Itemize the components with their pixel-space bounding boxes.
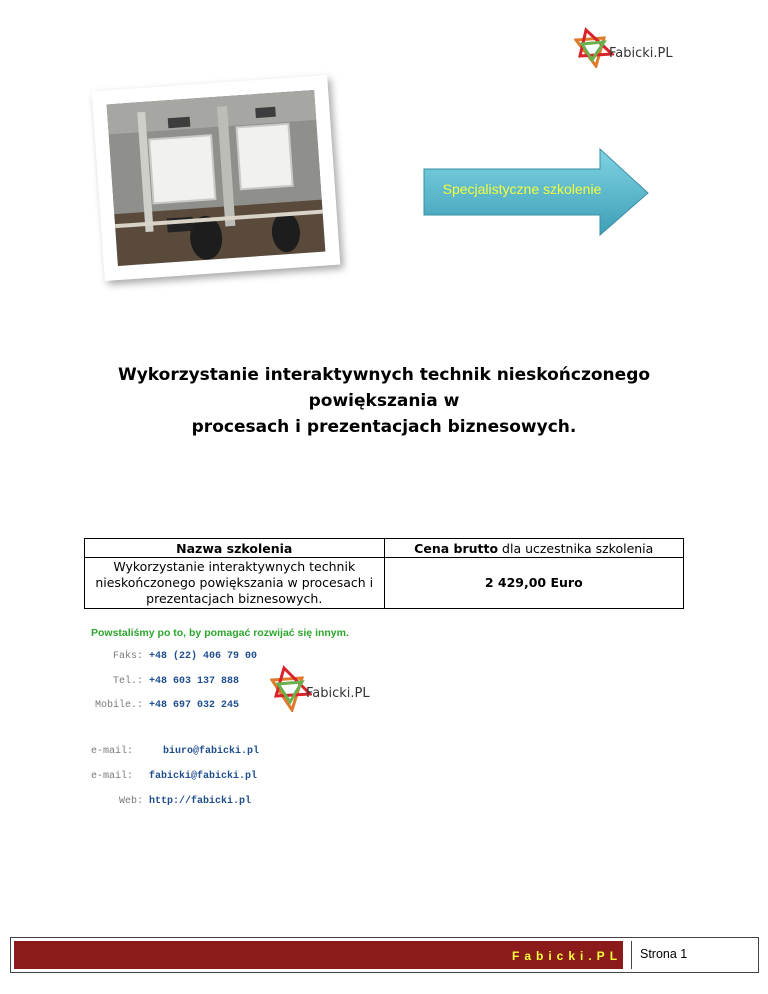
arrow-label: Specjalistyczne szkolenie (442, 181, 602, 197)
email-link-2[interactable]: fabicki@fabicki.pl (149, 771, 258, 782)
footer-brand-bar (14, 941, 623, 969)
page-number: Strona 1 (640, 947, 688, 961)
course-title-line-1: Wykorzystanie interaktywnych technik nieskończonego powiększania w (117, 365, 651, 411)
fabicki-logo-top (574, 26, 684, 68)
mobile-line (91, 700, 239, 711)
footer-brand: Fabicki.PL (512, 949, 623, 963)
course-name-line-2: nieskończonego powiększania w procesach i (95, 575, 374, 590)
footer-page-number (631, 941, 755, 969)
classroom-photo-frame (92, 75, 341, 281)
web-link[interactable]: http://fabicki.pl (149, 796, 252, 807)
specialist-training-arrow (422, 147, 650, 237)
logo-triangles-icon (574, 26, 614, 68)
course-price-table (84, 538, 684, 609)
table-row (85, 558, 684, 609)
classroom-photo (107, 90, 326, 266)
course-name-line-3: prezentacjach biznesowych. (146, 591, 323, 606)
course-name-header: Nazwa szkolenia (85, 539, 385, 558)
fax-number: +48 (22) 406 79 00 (149, 651, 258, 662)
web-label: Web: (118, 796, 143, 807)
tel-number: +48 603 137 888 (149, 676, 240, 687)
price-header-rest: dla uczestnika szkolenia (498, 540, 654, 556)
email-line-1 (91, 746, 259, 757)
email-label-2: e-mail: (91, 771, 134, 782)
table-header-row (85, 539, 684, 558)
email-label-1: e-mail: (91, 746, 134, 757)
price-cell: 2 429,00 Euro (384, 558, 684, 609)
tel-label: Tel.: (112, 676, 143, 687)
course-name-line-1: Wykorzystanie interaktywnych technik (113, 559, 356, 574)
email-line-2 (91, 771, 257, 782)
page-footer (10, 937, 759, 973)
email-link-1[interactable]: biuro@fabicki.pl (163, 746, 260, 757)
price-header (384, 539, 684, 558)
mobile-label: Mobile.: (94, 700, 143, 711)
web-line (91, 796, 251, 807)
fabicki-logo-contact (270, 664, 380, 712)
company-slogan: Powstaliśmy po to, by pomagać rozwijać się innym. (91, 627, 349, 639)
course-title-line-2: procesach i prezentacjach biznesowych. (191, 417, 577, 437)
logo-text: Fabicki.PL (609, 46, 673, 61)
tel-line (91, 676, 239, 687)
course-title (100, 362, 668, 440)
fax-label: Faks: (112, 651, 143, 662)
fax-line (91, 651, 257, 662)
mobile-number: +48 697 032 245 (149, 700, 240, 711)
logo-text: Fabicki.PL (306, 686, 370, 701)
price-header-bold: Cena brutto (414, 540, 499, 556)
course-name-cell (85, 558, 385, 609)
